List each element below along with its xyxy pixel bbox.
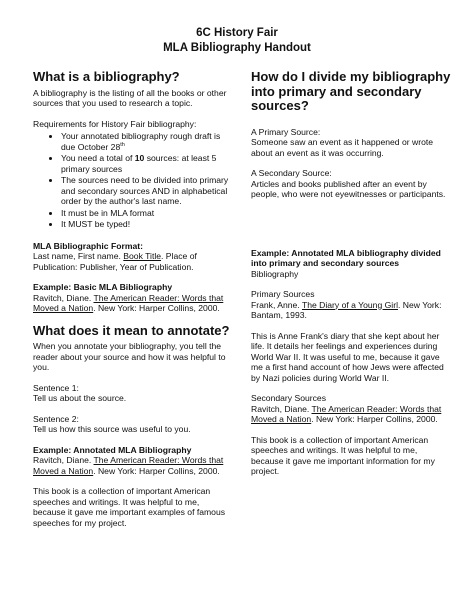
annotate-definition: When you annotate your bibliography, you tell the reader about your source and how it was helpful to you. <box>33 341 226 372</box>
citation-author: Ravitch, Diane. <box>251 403 312 414</box>
sentence-1-label: Sentence 1: <box>33 382 79 393</box>
format-title: MLA Bibliographic Format: <box>33 240 143 251</box>
secondary-source-definition: Articles and books published after an event by people, who were not eyewitnesses or participants. <box>251 178 446 199</box>
header-line-1: 6C History Fair <box>196 27 278 39</box>
basic-example-title: Example: Basic MLA Bibliography <box>33 282 173 292</box>
requirement-item <box>61 153 233 174</box>
annotated-example-citation <box>33 455 233 476</box>
right-column <box>251 70 451 477</box>
citation-author: Ravitch, Diane. <box>33 455 94 465</box>
requirement-item: • It MUST be typed! <box>61 219 233 230</box>
requirement-superscript: th <box>120 141 125 148</box>
header-line-2: MLA Bibliography Handout <box>163 42 311 54</box>
basic-example-citation <box>33 293 233 314</box>
secondary-sources-label: Secondary Sources <box>251 393 326 403</box>
requirement-item: • The sources need to be divided into primary and secondary sources AND in alphabetical order by the author's last name. <box>61 175 233 207</box>
citation-publication: . New York: Harper Collins, 2000. <box>311 414 438 424</box>
secondary-source-annotation: This book is a collection of important American speeches and writings. It was helpful to me, because it gave me important information for my project. <box>251 434 435 476</box>
citation-title: The Diary of a Young Girl <box>301 299 398 310</box>
citation-title: The American Reader: Words that Moved a Nation <box>251 403 442 424</box>
requirements-list <box>33 131 233 230</box>
format-publication: . Place of Publication: Publisher, Year of Publication. <box>33 251 197 272</box>
requirement-item <box>61 131 233 152</box>
sentence-2-label: Sentence 2: <box>33 413 79 424</box>
requirement-text: You need a total of <box>61 153 135 163</box>
annotated-example-title: Example: Annotated MLA Bibliography <box>33 444 192 455</box>
format-example <box>33 251 233 272</box>
citation-author: Ravitch, Diane. <box>33 292 94 303</box>
primary-source-annotation: This is Anne Frank's diary that she kept about her life. It details her feelings and experiences during World War II. It was useful to me, because it gave me a first hand account of how Jews were affected by Nazi policies during World War II. <box>251 330 444 383</box>
requirement-count: 10 <box>134 153 145 163</box>
citation-title: The American Reader: Words that Moved a Nation <box>33 455 224 476</box>
secondary-source-citation <box>251 404 451 425</box>
primary-source-label: A Primary Source: <box>251 126 321 137</box>
primary-sources-label: Primary Sources <box>251 289 315 299</box>
bibliography-label: Bibliography <box>251 268 299 279</box>
heading-what-is-bibliography: What is a bibliography? <box>33 69 180 84</box>
handout-header <box>0 26 474 56</box>
format-book-title: Book Title <box>123 251 162 261</box>
annotated-example-annotation: This book is a collection of important American speeches and writings. It was helpful to me, because it gave me important examples of famous speeches for my project. <box>33 486 226 528</box>
primary-source-definition: Someone saw an event as it happened or wrote about an event as it was occurring. <box>251 137 434 158</box>
citation-publication: . New York: Bantam, 1993. <box>251 299 442 320</box>
primary-source-citation <box>251 300 451 321</box>
citation-publication: . New York: Harper Collins, 2000. <box>93 465 220 476</box>
requirement-text: sources: at least 5 primary sources <box>61 153 217 174</box>
left-column <box>33 70 233 528</box>
requirements-intro: Requirements for History Fair bibliography: <box>33 118 197 129</box>
sentence-2-text: Tell us how this source was useful to you. <box>33 424 191 434</box>
citation-title: The American Reader: Words that Moved a Nation <box>33 292 224 313</box>
sentence-1-text: Tell us about the source. <box>33 393 127 403</box>
format-author: Last name, First name. <box>33 251 124 261</box>
citation-author: Frank, Anne. <box>251 299 302 310</box>
bibliography-definition: A bibliography is the listing of all the books or other sources that you used to research a topic. <box>33 87 227 108</box>
heading-what-is-annotate: What does it mean to annotate? <box>33 322 230 338</box>
requirement-item: • It must be in MLA format <box>61 208 233 219</box>
divided-example-title: Example: Annotated MLA bibliography divided into primary and secondary sources <box>251 247 441 268</box>
secondary-source-label: A Secondary Source: <box>251 168 332 178</box>
citation-publication: . New York: Harper Collins, 2000. <box>93 303 220 313</box>
heading-divide-bibliography: How do I divide my bibliography into primary and secondary sources? <box>251 69 451 113</box>
requirement-text: Your annotated bibliography rough draft is due October 28 <box>61 131 221 152</box>
